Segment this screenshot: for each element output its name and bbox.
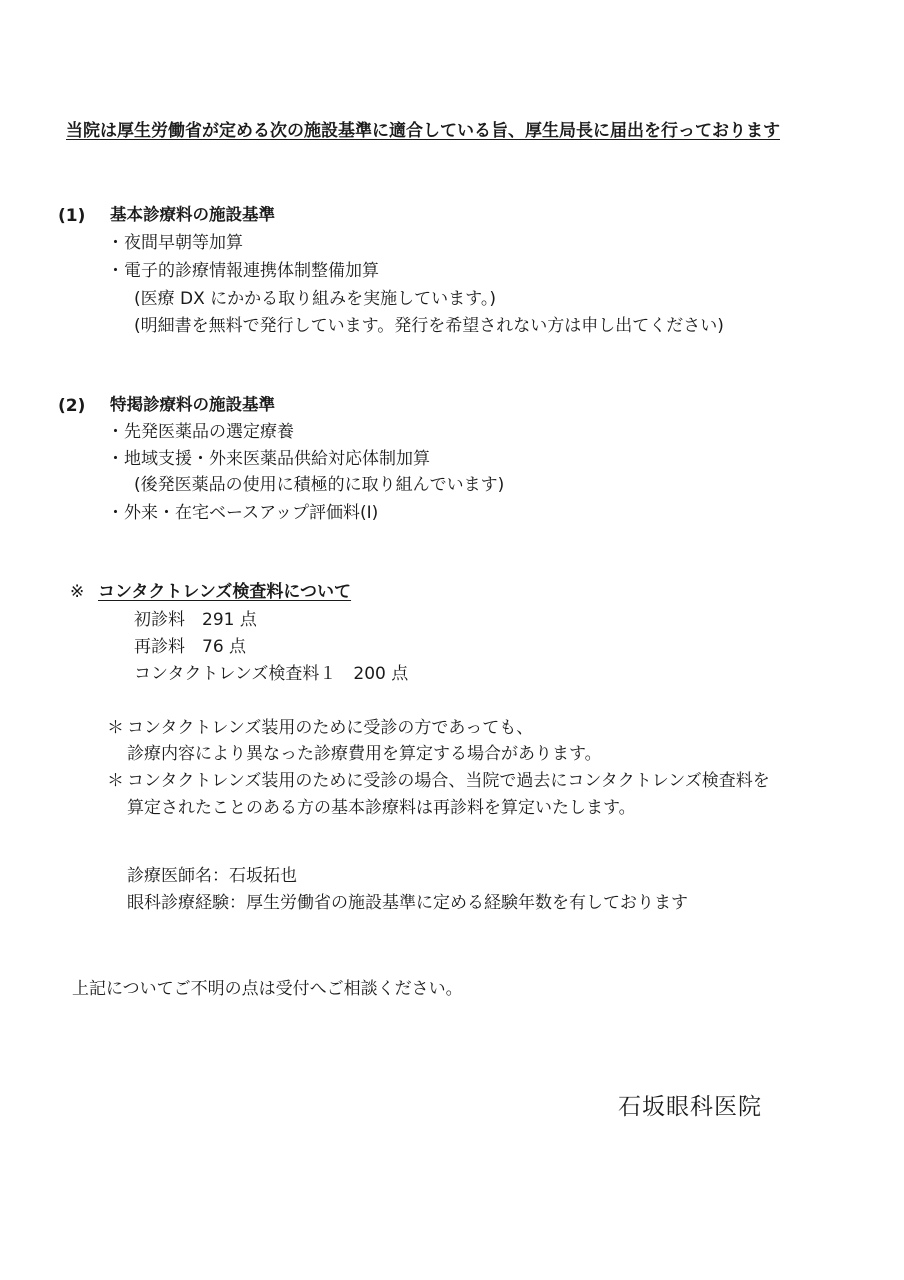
section1-note-2: (明細書を無料で発行しています。発行を希望されない方は申し出てください) [134,316,724,336]
clinic-name: 石坂眼科医院 [618,1094,762,1120]
section2-item-1: ・先発医薬品の選定療養 [107,422,294,442]
section1-heading: 基本診療料の施設基準 [110,205,275,224]
section2-item-2: ・地域支援・外来医薬品供給対応体制加算 [107,449,430,469]
note-2-line-2: 算定されたことのある方の基本診療料は再診料を算定いたします。 [127,798,636,818]
section2-number: (2) [58,396,86,416]
doctor-name: 診療医師名：石坂拓也 [127,866,297,886]
note-1-line-1: コンタクトレンズ装用のために受診の方であっても、 [127,718,534,738]
contact-lens-heading: コンタクトレンズ検査料について [98,582,352,602]
note-2-mark: ＊ [107,771,124,791]
note-2-line-1: コンタクトレンズ装用のために受診の場合、当院で過去にコンタクトレンズ検査料を [127,771,770,791]
fee-revisit: 再診料 76 点 [134,637,247,657]
doctor-experience: 眼科診療経験：厚生労働省の施設基準に定める経験年数を有しております [127,893,688,913]
section1-number: (1) [58,206,86,226]
section2-item-2-note: (後発医薬品の使用に積極的に取り組んでいます) [134,475,505,495]
section2-item-3: ・外来・在宅ベースアップ評価料(Ⅰ) [107,503,379,523]
page-title: 当院は厚生労働省が定める次の施設基準に適合している旨、厚生局長に届出を行っております [66,121,780,141]
inquiry-text: 上記についてご不明の点は受付へご相談ください。 [72,979,463,999]
note-1-mark: ＊ [107,718,124,738]
section1-note-1: (医療 DX にかかる取り組みを実施しています。) [134,289,496,309]
section1-item-2: ・電子的診療情報連携体制整備加算 [107,261,379,281]
section1-item-1: ・夜間早朝等加算 [107,233,243,253]
contact-lens-mark: ※ [70,582,85,602]
section2-heading: 特掲診療料の施設基準 [110,395,275,414]
fee-first-visit: 初診料 291 点 [134,610,257,630]
fee-contact-lens-exam: コンタクトレンズ検査料１ 200 点 [134,664,409,684]
note-1-line-2: 診療内容により異なった診療費用を算定する場合があります。 [127,744,602,764]
